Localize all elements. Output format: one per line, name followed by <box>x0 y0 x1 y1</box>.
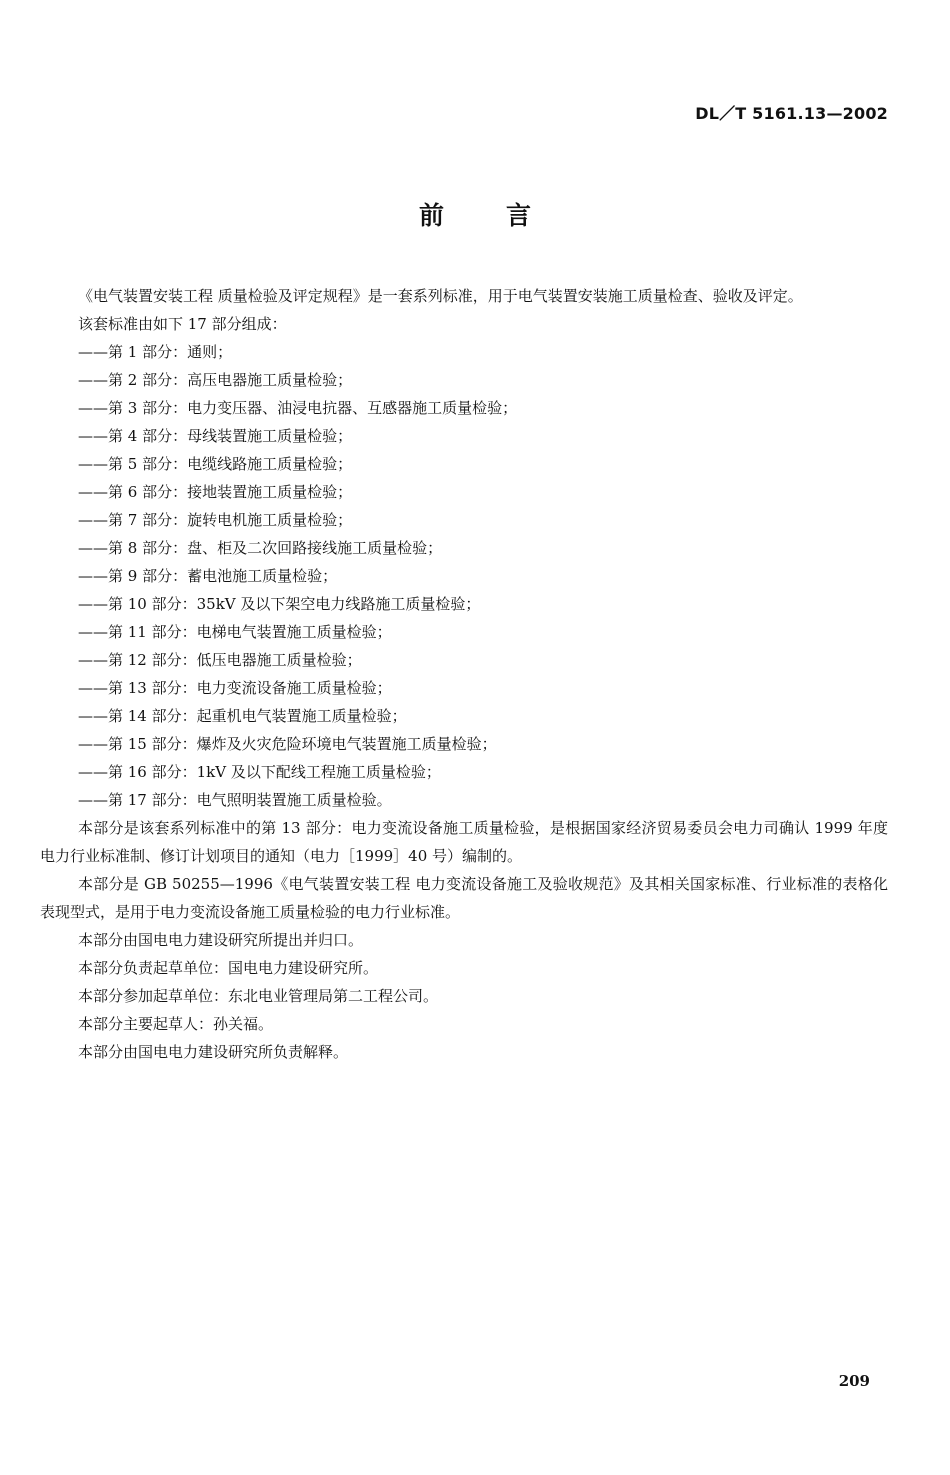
drafting-unit-paragraph: 本部分负责起草单位：国电电力建设研究所。 <box>78 959 379 977</box>
list-item: ——第 7 部分：旋转电机施工质量检验； <box>78 511 353 529</box>
list-item: ——第 1 部分：通则； <box>78 343 233 361</box>
list-item: ——第 8 部分：盘、柜及二次回路接线施工质量检验； <box>78 539 443 557</box>
foreword-body <box>40 282 888 1066</box>
list-item: ——第 11 部分：电梯电气装置施工质量检验； <box>78 623 392 641</box>
page-title: 前言 <box>418 201 593 230</box>
list-item: ——第 3 部分：电力变压器、油浸电抗器、互感器施工质量检验； <box>78 399 518 417</box>
drafter-paragraph: 本部分主要起草人：孙关福。 <box>78 1015 274 1033</box>
proposer-paragraph: 本部分由国电电力建设研究所提出并归口。 <box>78 931 364 949</box>
list-item: ——第 6 部分：接地装置施工质量检验； <box>78 483 353 501</box>
list-item: ——第 9 部分：蓄电池施工质量检验； <box>78 567 338 585</box>
parts-list <box>40 338 888 814</box>
list-item: ——第 2 部分：高压电器施工质量检验； <box>78 371 353 389</box>
page-number: 209 <box>838 1372 870 1390</box>
participating-unit-paragraph: 本部分参加起草单位：东北电业管理局第二工程公司。 <box>78 987 439 1005</box>
intro-paragraph: 《电气装置安装工程 质量检验及评定规程》是一套系列标准，用于电气装置安装施工质量检查、验收及评定。 <box>78 287 803 305</box>
standard-code: DL／T 5161.13—2002 <box>695 104 888 123</box>
scope-paragraph: 本部分是该套系列标准中的第 13 部分：电力变流设备施工质量检验，是根据国家经济贸易委员会电力司确认 1999 年度电力行业标准制、修订计划项目的通知（电力［1999］40 号）编制的。 <box>40 819 888 865</box>
list-item: ——第 4 部分：母线装置施工质量检验； <box>78 427 353 445</box>
basis-paragraph: 本部分是 GB 50255—1996《电气装置安装工程 电力变流设备施工及验收规范》及其相关国家标准、行业标准的表格化表现型式，是用于电力变流设备施工质量检验的电力行业标准。 <box>40 875 888 921</box>
list-item: ——第 14 部分：起重机电气装置施工质量检验； <box>78 707 407 725</box>
list-item: ——第 5 部分：电缆线路施工质量检验； <box>78 455 353 473</box>
list-item: ——第 13 部分：电力变流设备施工质量检验； <box>78 679 392 697</box>
interpretation-paragraph: 本部分由国电电力建设研究所负责解释。 <box>78 1043 349 1061</box>
list-item: ——第 15 部分：爆炸及火灾危险环境电气装置施工质量检验； <box>78 735 497 753</box>
list-item: ——第 16 部分：1kV 及以下配线工程施工质量检验； <box>78 763 441 781</box>
list-item: ——第 10 部分：35kV 及以下架空电力线路施工质量检验； <box>78 595 481 613</box>
parts-intro-paragraph: 该套标准由如下 17 部分组成： <box>78 315 287 333</box>
list-item: ——第 17 部分：电气照明装置施工质量检验。 <box>78 791 392 809</box>
list-item: ——第 12 部分：低压电器施工质量检验； <box>78 651 362 669</box>
